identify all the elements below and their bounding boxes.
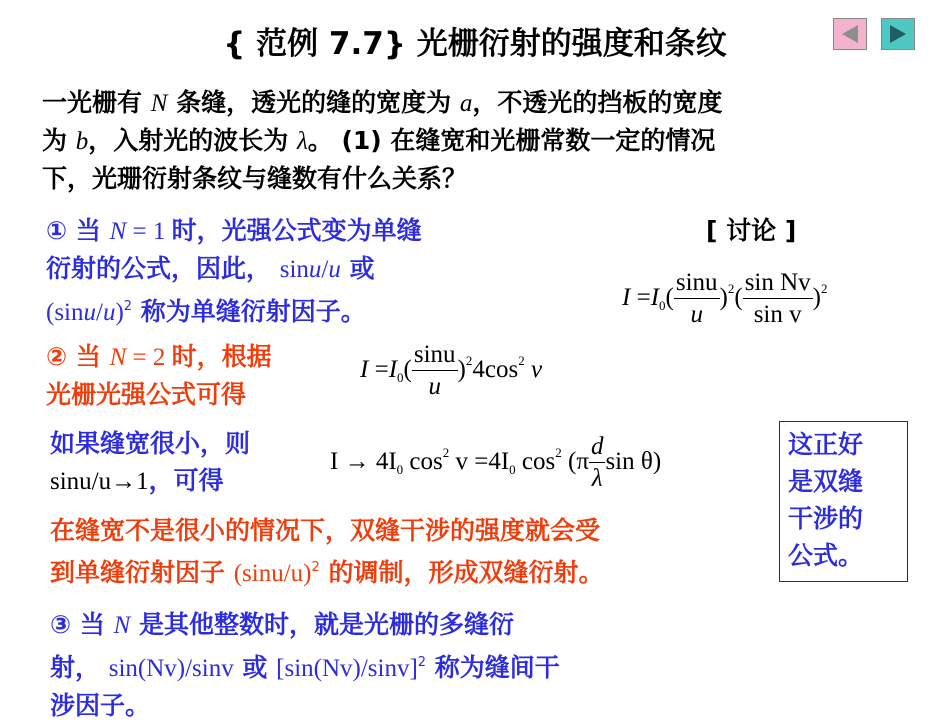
case-n2: ② 当 N = 2 时，根据 光栅光强公式可得 — [46, 342, 272, 409]
double-slit-callout: 这正好 是双缝 干涉的 公式。 — [779, 421, 908, 582]
triangle-right-icon — [890, 25, 906, 43]
slide-title: { 范例 7.7} 光栅衍射的强度和条纹 — [223, 26, 727, 62]
next-slide-button[interactable] — [881, 18, 915, 50]
case-n-other: ③ 当 N 是其他整数时，就是光栅的多缝衍 射， sin(Nv)/sinv 或 $[\sin(Nv)/\sin v]^2$ 称为缝间干 涉因子。 — [50, 610, 560, 720]
case-n1: ① 当 N = 1 时，光强公式变为单缝 衍射的公式，因此， sinu/u 或 $(\sin u/u)^2$ 称为单缝衍射因子。 — [46, 216, 422, 326]
problem-line-2: 为 b，入射光的波长为 λ。 (1) 在缝宽和光栅常数一定的情况 — [42, 126, 716, 155]
equation-limit: $I \to 4I_0$ $\cos^2 v =4I_0$ $\cos^2 (\pi$ $\frac{d}{\lambda}$ sin θ) — [330, 433, 662, 492]
modulation-note: 在缝宽不是很小的情况下，双缝干涉的强度就会受 到单缝衍射因子 $(\sin u/u)^2$ 的调制，形成双缝衍射。 — [50, 516, 604, 587]
equation-general: $I =I_0$( $\frac{\sin u}{u}$ )$^2$( $\frac{\text{sin Nv}}{\text{sin v}}$ )$^2$ — [622, 269, 828, 328]
discussion-label: [ 讨论 ] — [706, 216, 797, 245]
problem-line-1: 一光栅有 N 条缝，透光的缝的宽度为 a，不透光的挡板的宽度 — [42, 88, 723, 117]
previous-slide-button[interactable] — [833, 18, 867, 50]
problem-line-3: 下，光珊衍射条纹与缝数有什么关系？ — [42, 164, 468, 193]
problem-statement — [42, 84, 922, 197]
small-width-note: 如果缝宽很小，则 sinu/u→1，可得 — [50, 429, 251, 495]
triangle-left-icon — [842, 25, 858, 43]
equation-n2: $I =I_0$( $\frac{\sin u}{u}$ )$^24\cos^2$ v — [360, 341, 543, 400]
